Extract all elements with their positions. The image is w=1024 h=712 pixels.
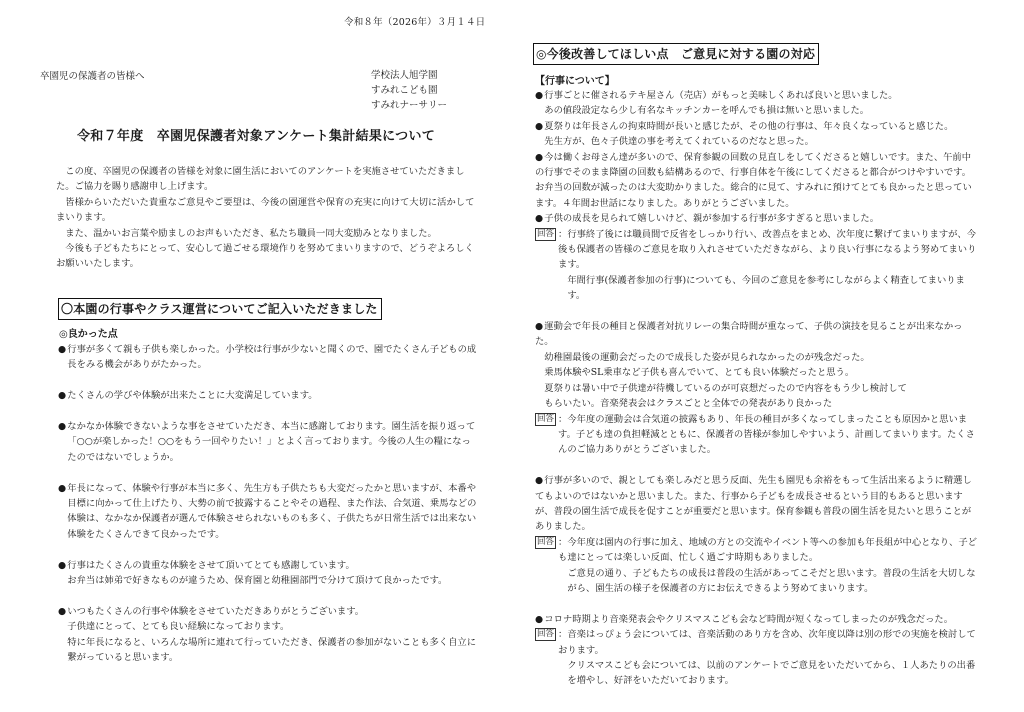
item-first-line: [58, 419, 478, 434]
item-text: 行事ごとに催されるテキ屋さん（売店）がもっと美味しくあれば良いと思いました。: [544, 90, 898, 101]
list-item: [58, 419, 478, 465]
reply-text: ご意見の通り、子どもたちの成長は普段の生活があってこそだと思います。普段の生活を大切しながら、園生活の様子を保護者の方にお伝えできるよう努めてまいります。: [567, 567, 976, 594]
item-first-line: [58, 558, 478, 573]
item-continuation: 乗馬体験やSL乗車など子供も喜んでいて、とても良い体験だったと思う。: [544, 367, 855, 379]
good-points-heading: ◎良かった点: [59, 329, 118, 340]
list-item: [535, 150, 980, 212]
reply-tag: 回答: [537, 413, 555, 424]
bullet-icon: ●: [58, 605, 67, 617]
list-item: [535, 473, 980, 535]
list-item: [58, 342, 478, 373]
item-continuation: 目標に向かって仕上げたり、大勢の前で披露することやその過程、また作法、合気道、乗馬などの体験は、なかなか保護者が選んで体験させられないものも多く、子供たちが日常生活では出来ない体験をたくさんできて良かったです。: [67, 498, 477, 540]
sender-line: すみれナーサリー: [371, 100, 448, 111]
bullet-icon: ●: [58, 344, 67, 355]
item-text: 子供の成長を見られて嬉しいけど、親が参加する行事が多すぎると思いました。: [544, 213, 879, 225]
item-continuation: 「○○が楽しかった！○○をもう一回やりたい！」とよく言っております。今後の人生の糧になったのではないでしょうか。: [67, 436, 471, 463]
item-continuation: 幼稚園最後の運動会だったので成長した姿が見られなかったのが残念だった。: [544, 351, 870, 363]
item-text: 行事が多いので、親としても楽しみだと思う反面、先生も園児も余裕をもって生活出来るように精選してもよいのではないかと思いました。また、行事から子どもを成長させるという目的もあると思いますが、普段の園生活で成長を促すことが重要だと思います。保育参観も普段の園生活を見たいと思うことがありました。: [535, 475, 972, 533]
item-text: 行事はたくさんの貴重な体験をさせて頂いてとても感謝しています。: [67, 559, 355, 571]
intro-paragraph: 皆様からいただいた貴重なご意見やご要望は、今後の園運営や保育の充実に向けて大切に活かしてまいります。: [56, 196, 475, 224]
item-first-line: [535, 88, 980, 103]
list-item: [58, 388, 478, 403]
item-text: たくさんの学びや体験が出来たことに大変満足しています。: [67, 390, 318, 402]
sender-block: [371, 68, 447, 113]
improvements-list: [535, 88, 980, 689]
list-item: [535, 612, 980, 627]
left-section-heading: 〇本園の行事やクラス運営についてご記入いただきました: [58, 298, 382, 320]
bullet-icon: ●: [535, 475, 544, 487]
list-item: [535, 119, 980, 150]
intro-paragraph: 今後も子どもたちにとって、安心して過ごせる環境作りを努めてまいりますので、どうぞよろしくお願いいたします。: [56, 243, 474, 270]
reply-text: 年間行事(保護者参加の行事)についても、今回のご意見を参考にしながらよく精査してまいります。: [567, 274, 965, 302]
feedback-block: [535, 612, 980, 689]
item-first-line: [535, 211, 980, 226]
item-text: なかなか体験できないような事をさせていただき、本当に感謝しております。園生活を振り返って: [67, 421, 476, 432]
item-first-line: [535, 473, 980, 535]
item-first-line: [58, 481, 478, 496]
reply-body: [558, 627, 980, 689]
list-item: [58, 481, 478, 543]
bullet-icon: ●: [58, 559, 67, 571]
intro-text: [56, 164, 476, 272]
item-text: コロナ時期より音楽発表会やクリスマスこども会など時間が短くなってしまったのが残念だった。: [544, 613, 953, 625]
bullet-icon: ●: [535, 90, 544, 101]
item-continuation: もらいたい。音楽発表会はクラスごとと全体での発表があり良かった: [544, 398, 833, 410]
bullet-icon: ●: [58, 482, 67, 494]
right-section-heading: ◎今後改善してほしい点 ご意見に対する園の対応: [533, 43, 819, 65]
bullet-icon: ●: [535, 321, 544, 333]
bullet-icon: ●: [535, 120, 544, 132]
item-first-line: [58, 604, 478, 619]
addressee: 卒園児の保護者の皆様へ: [40, 71, 145, 82]
item-text: 運動会で年長の種目と保護者対抗リレーの集合時間が重なって、子供の演技を見ることが出来なかった。: [535, 321, 963, 348]
intro-paragraph: この度、卒園児の保護者の皆様を対象に園生活においてのアンケートを実施させていただきました。ご協力を賜り感謝申し上げます。: [56, 166, 465, 193]
document-date: 令和８年（2026年）３月１４日: [344, 17, 486, 28]
feedback-block: [535, 319, 980, 458]
item-first-line: [58, 342, 478, 357]
block-spacer: [535, 458, 980, 473]
sender-line: すみれこども園: [371, 85, 438, 96]
reply-tag: 回答: [537, 536, 555, 547]
item-continuation: 子供達にとって、とても良い経験になっております。: [67, 621, 290, 633]
item-spacer: [58, 542, 478, 557]
item-continuation: 夏祭りは暑い中で子供達が待機しているのが可哀想だったので内容をもう少し検討して: [544, 382, 907, 394]
good-points-list: [58, 342, 478, 665]
reply-body: [558, 227, 980, 304]
item-spacer: [58, 465, 478, 480]
events-heading: 【行事について】: [535, 76, 615, 87]
reply-tag: 回答: [537, 629, 555, 640]
item-text: 今は働くお母さん達が多いので、保育参観の回数の見直しをしてくださると嬉しいです。また、午前中の行事でそのまま降園の回数も結構あるので、行事自体を午後にしてくださると都合がつけやすいです。お弁当の回数が減ったのは大変助かりました。総合的に見て、すみれに預けてとても良かったと思っています。４年間お世話になりました。ありがとうございました。: [535, 151, 972, 209]
item-text: 夏祭りは年長さんの拘束時間が長いと感じたが、その他の行事は、年々良くなっていると感じた。: [544, 120, 954, 132]
item-first-line: [535, 119, 980, 134]
reply-tag: 回答: [537, 228, 555, 239]
reply-block: [535, 535, 980, 597]
reply-body: [558, 535, 980, 597]
intro-paragraph: また、温かいお言葉や励ましのお声もいただき、私たち職員一同大変励みとなりました。: [65, 227, 437, 239]
reply-text: クリスマスこども会については、以前のアンケートでご意見をいただいてから、１人あたりの出番を増やし、好評をいただいております。: [567, 659, 976, 687]
item-continuation: 長をみる機会がありがたかった。: [67, 359, 207, 371]
block-spacer: [535, 304, 980, 319]
reply-text: ：今年度の運動会は合気道の披露もあり、年長の種目が多くなってしまったことも原因かと思います。子ども達の負担軽減とともに、保護者の皆様が参加しやすいよう、計画してまいります。たくさんのご協力ありがとうございました。: [558, 413, 975, 456]
item-text: 行事が多くて親も子供も楽しかった。小学校は行事が少ないと聞くので、園でたくさん子どもの成: [67, 344, 477, 355]
item-continuation: 先生方が、色々子供達の事を考えてくれているのだなと思った。: [544, 136, 814, 148]
list-item: [58, 558, 478, 589]
item-text: 年長になって、体験や行事が本当に多く、先生方も子供たちも大変だったかと思いますが、本番や: [67, 482, 476, 494]
reply-block: [535, 412, 980, 458]
list-item: [535, 88, 980, 119]
bullet-icon: ●: [535, 613, 544, 625]
sender-line: 学校法人旭学園: [371, 70, 438, 81]
reply-block: [535, 627, 980, 689]
reply-text: ：音楽はっぴょう会については、音楽活動のあり方を含め、次年度以降は別の形での実施を検討しております。: [558, 629, 976, 656]
bullet-icon: ●: [58, 390, 67, 402]
item-first-line: [535, 319, 980, 350]
block-spacer: [535, 596, 980, 611]
item-first-line: [535, 612, 980, 627]
item-spacer: [58, 588, 478, 603]
list-item: [535, 211, 980, 226]
item-first-line: [58, 388, 478, 403]
item-text: いつもたくさんの行事や体験をさせていただきありがとうございます。: [67, 605, 365, 617]
item-continuation: あの値段設定なら少し有名なキッチンカーを呼んでも損は無いと思いました。: [544, 105, 870, 117]
reply-block: [535, 227, 980, 304]
reply-body: [558, 412, 980, 458]
feedback-block: [535, 88, 980, 304]
item-spacer: [58, 373, 478, 388]
reply-text: ：行事終了後には職員間で反省をしっかり行い、改善点をまとめ、次年度に繋げてまいりますが、今後も保護者の皆様のご意見を取り入れさせていただきながら、より良い行事になるよう努めてまいります。: [558, 228, 977, 271]
list-item: [535, 319, 980, 411]
list-item: [58, 604, 478, 666]
reply-text: ：今年度は園内の行事に加え、地域の方との交流やイベント等への参加も年長組が中心となり、子ども達にとっては楽しい反面、忙しく過ごす時期もありました。: [558, 536, 977, 564]
document-title: 令和７年度 卒園児保護者対象アンケート集計結果について: [77, 129, 436, 144]
bullet-icon: ●: [535, 213, 544, 225]
bullet-icon: ●: [58, 421, 67, 432]
item-spacer: [58, 404, 478, 419]
feedback-block: [535, 473, 980, 596]
item-first-line: [535, 150, 980, 212]
bullet-icon: ●: [535, 151, 544, 163]
item-continuation: 特に年長になると、いろんな場所に連れて行っていただき、保護者の参加がないことも多く自立に繋がっていると思います。: [67, 636, 476, 664]
item-continuation: お弁当は姉弟で好きなものが違うため、保育園と幼稚園部門で分けて頂けて良かったです。: [67, 575, 448, 587]
